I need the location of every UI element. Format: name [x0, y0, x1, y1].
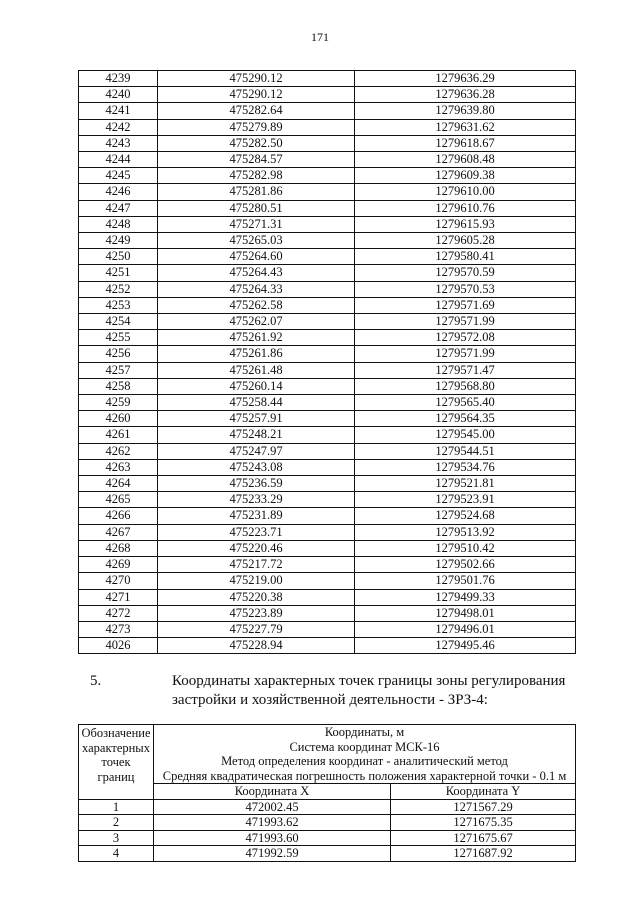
coordinate-y-cell: 1279523.91 — [355, 492, 576, 508]
table-row — [79, 508, 576, 524]
coordinate-x-cell: 475260.14 — [158, 378, 355, 394]
table-row — [79, 249, 576, 265]
coordinate-system: Система координат МСК-16 — [289, 739, 440, 754]
point-number-cell: 4268 — [79, 540, 158, 556]
table-row — [79, 297, 576, 313]
point-number-cell: 4244 — [79, 152, 158, 168]
coordinate-x-cell: 475290.12 — [158, 71, 355, 87]
coordinate-y-cell: 1271567.29 — [391, 799, 576, 815]
coordinate-y-cell: 1279499.33 — [355, 589, 576, 605]
coordinate-y-cell: 1279564.35 — [355, 411, 576, 427]
point-number-cell: 4254 — [79, 314, 158, 330]
coordinate-y-cell: 1279496.01 — [355, 621, 576, 637]
point-number-cell: 4258 — [79, 378, 158, 394]
point-number-cell: 4256 — [79, 346, 158, 362]
table-row — [79, 152, 576, 168]
point-number-cell: 4263 — [79, 459, 158, 475]
coordinate-y-cell: 1279544.51 — [355, 443, 576, 459]
coordinates-table — [78, 70, 576, 654]
coordinate-x-cell: 471992.59 — [154, 846, 391, 862]
coordinate-x-cell: 475227.79 — [158, 621, 355, 637]
coordinate-y-cell: 1279608.48 — [355, 152, 576, 168]
coordinate-y-cell: 1279580.41 — [355, 249, 576, 265]
point-number-cell: 4243 — [79, 135, 158, 151]
coords-header-label: Координаты, м — [324, 725, 405, 739]
point-number-cell: 2 — [79, 815, 154, 831]
table-row — [79, 233, 576, 249]
table-row — [79, 492, 576, 508]
table-row — [79, 87, 576, 103]
point-number-cell: 4269 — [79, 557, 158, 573]
coordinate-x-cell: 475243.08 — [158, 459, 355, 475]
coordinate-x-cell: 475279.89 — [158, 119, 355, 135]
coordinate-y-cell: 1279501.76 — [355, 573, 576, 589]
coordinate-y-cell: 1279570.59 — [355, 265, 576, 281]
point-number-cell: 4257 — [79, 362, 158, 378]
coordinate-x-cell: 475257.91 — [158, 411, 355, 427]
table-row — [79, 846, 576, 862]
point-number-cell: 4264 — [79, 476, 158, 492]
coordinate-y-cell: 1279609.38 — [355, 168, 576, 184]
point-number-cell: 4255 — [79, 330, 158, 346]
designation-header-line: точек — [101, 755, 131, 769]
coordinate-y-cell: 1279631.62 — [355, 119, 576, 135]
coordinate-y-cell: 1279571.99 — [355, 314, 576, 330]
point-number-cell: 3 — [79, 830, 154, 846]
coordinate-y-cell: 1279618.67 — [355, 135, 576, 151]
table-row — [79, 330, 576, 346]
designation-header-line: границ — [97, 769, 135, 784]
table-row — [79, 281, 576, 297]
coordinate-y-cell: 1279571.99 — [355, 346, 576, 362]
point-number-cell: 4245 — [79, 168, 158, 184]
designation-header — [79, 725, 154, 800]
coordinate-y-cell: 1279495.46 — [355, 638, 576, 654]
page-number: 171 — [311, 30, 329, 44]
coordinate-y-cell: 1279571.47 — [355, 362, 576, 378]
point-number-cell: 4260 — [79, 411, 158, 427]
coordinate-y-cell: 1279636.29 — [355, 71, 576, 87]
designation-header-line: Обозначение — [81, 726, 151, 740]
coordinate-x-cell: 472002.45 — [154, 799, 391, 815]
coordinate-x-cell: 475264.33 — [158, 281, 355, 297]
point-number-cell: 4250 — [79, 249, 158, 265]
point-number-cell: 4259 — [79, 395, 158, 411]
table-row — [79, 573, 576, 589]
point-number-cell: 4261 — [79, 427, 158, 443]
coordinate-x-cell: 475281.86 — [158, 184, 355, 200]
table-row — [79, 524, 576, 540]
point-number-cell: 4252 — [79, 281, 158, 297]
coordinate-y-cell: 1279570.53 — [355, 281, 576, 297]
point-number-cell: 4265 — [79, 492, 158, 508]
table-row — [79, 476, 576, 492]
point-number-cell: 4273 — [79, 621, 158, 637]
coordinate-y-cell: 1271675.67 — [391, 830, 576, 846]
coordinate-y-cell: 1279636.28 — [355, 87, 576, 103]
point-number-cell: 4239 — [79, 71, 158, 87]
point-number-cell: 4026 — [79, 638, 158, 654]
point-number-cell: 1 — [79, 799, 154, 815]
point-number-cell: 4248 — [79, 216, 158, 232]
point-number-cell: 4242 — [79, 119, 158, 135]
coordinate-y-cell: 1279610.76 — [355, 200, 576, 216]
table-row — [79, 265, 576, 281]
coordinate-y-cell: 1279568.80 — [355, 378, 576, 394]
point-number-cell: 4272 — [79, 605, 158, 621]
point-number-cell: 4267 — [79, 524, 158, 540]
coordinate-y-cell: 1279534.76 — [355, 459, 576, 475]
coordinate-x-cell: 475282.98 — [158, 168, 355, 184]
coordinate-y-cell: 1279502.66 — [355, 557, 576, 573]
table-row — [79, 135, 576, 151]
coordinate-y-cell: 1279498.01 — [355, 605, 576, 621]
table-row — [79, 184, 576, 200]
table-row — [79, 557, 576, 573]
coordinate-y-cell: 1279545.00 — [355, 427, 576, 443]
coordinate-x-cell: 475262.58 — [158, 297, 355, 313]
coordinate-x-cell: 475284.57 — [158, 152, 355, 168]
coordinate-y-cell: 1279513.92 — [355, 524, 576, 540]
point-number-cell: 4241 — [79, 103, 158, 119]
table-row — [79, 540, 576, 556]
point-number-cell: 4246 — [79, 184, 158, 200]
coordinate-x-cell: 475265.03 — [158, 233, 355, 249]
coordinate-x-cell: 475258.44 — [158, 395, 355, 411]
coordinate-x-cell: 475223.89 — [158, 605, 355, 621]
point-number-cell: 4253 — [79, 297, 158, 313]
coordinate-x-cell: 475261.86 — [158, 346, 355, 362]
table-row — [79, 411, 576, 427]
coordinate-x-cell: 475217.72 — [158, 557, 355, 573]
coordinate-y-cell: 1271675.35 — [391, 815, 576, 831]
table-row — [79, 589, 576, 605]
point-number-cell: 4251 — [79, 265, 158, 281]
table-row — [79, 459, 576, 475]
coordinate-y-cell: 1279521.81 — [355, 476, 576, 492]
coordinate-x-cell: 475280.51 — [158, 200, 355, 216]
coordinate-x-cell: 475261.92 — [158, 330, 355, 346]
designation-header-line: характерных — [82, 740, 150, 755]
table-row — [79, 815, 576, 831]
table-row — [79, 314, 576, 330]
coordinate-x-cell: 475264.43 — [158, 265, 355, 281]
coordinate-y-cell: 1279605.28 — [355, 233, 576, 249]
point-number-cell: 4240 — [79, 87, 158, 103]
point-number-cell: 4262 — [79, 443, 158, 459]
table-row — [79, 362, 576, 378]
coordinate-y-cell: 1271687.92 — [391, 846, 576, 862]
table-row — [79, 71, 576, 87]
coordinate-x-cell: 475262.07 — [158, 314, 355, 330]
section-title: Координаты характерных точек границы зоны регулирования застройки и хозяйственной деятельности - ЗРЗ-4: — [172, 673, 566, 708]
coordinate-x-cell: 475264.60 — [158, 249, 355, 265]
coordinate-x-cell: 475223.71 — [158, 524, 355, 540]
coordinate-x-cell: 475282.50 — [158, 135, 355, 151]
coordinates-header — [154, 725, 576, 784]
coordinate-y-cell: 1279572.08 — [355, 330, 576, 346]
coordinate-x-cell: 475220.38 — [158, 589, 355, 605]
table-row — [79, 621, 576, 637]
coordinate-y-cell: 1279615.93 — [355, 216, 576, 232]
coordinate-y-cell: 1279571.69 — [355, 297, 576, 313]
point-number-cell: 4249 — [79, 233, 158, 249]
table-row — [79, 605, 576, 621]
coordinate-x-cell: 475261.48 — [158, 362, 355, 378]
table-row — [79, 216, 576, 232]
coordinate-x-cell: 475282.64 — [158, 103, 355, 119]
table-row — [79, 168, 576, 184]
coordinate-y-cell: 1279610.00 — [355, 184, 576, 200]
coordinate-x-cell: 475236.59 — [158, 476, 355, 492]
coordinate-y-cell: 1279565.40 — [355, 395, 576, 411]
coordinate-x-cell: 475220.46 — [158, 540, 355, 556]
table-row — [79, 799, 576, 815]
table-row — [79, 119, 576, 135]
coordinate-x-cell: 475233.29 — [158, 492, 355, 508]
column-header-y: Координата Y — [391, 784, 576, 800]
coordinate-x-cell: 475219.00 — [158, 573, 355, 589]
coordinate-x-cell: 475271.31 — [158, 216, 355, 232]
table-row — [79, 830, 576, 846]
coordinate-x-cell: 471993.62 — [154, 815, 391, 831]
section-number: 5. — [90, 673, 102, 689]
point-number-cell: 4 — [79, 846, 154, 862]
table-row — [79, 200, 576, 216]
coordinate-x-cell: 475231.89 — [158, 508, 355, 524]
table-row — [79, 346, 576, 362]
coordinate-y-cell: 1279510.42 — [355, 540, 576, 556]
column-header-x: Координата X — [154, 784, 391, 800]
coordinate-y-cell: 1279639.80 — [355, 103, 576, 119]
determination-method: Метод определения координат - аналитический метод — [221, 754, 508, 768]
table-row — [79, 395, 576, 411]
table-row — [79, 638, 576, 654]
table-row — [79, 443, 576, 459]
point-number-cell: 4266 — [79, 508, 158, 524]
coordinate-x-cell: 471993.60 — [154, 830, 391, 846]
coordinate-x-cell: 475290.12 — [158, 87, 355, 103]
coordinate-x-cell: 475228.94 — [158, 638, 355, 654]
coordinate-y-cell: 1279524.68 — [355, 508, 576, 524]
coordinate-x-cell: 475247.97 — [158, 443, 355, 459]
table-row — [79, 427, 576, 443]
zone-coordinates-table — [78, 724, 576, 862]
table-row — [79, 103, 576, 119]
point-number-cell: 4271 — [79, 589, 158, 605]
accuracy-note: Средняя квадратическая погрешность положения характерной точки - 0.1 м — [162, 768, 567, 783]
table-row — [79, 378, 576, 394]
coordinate-x-cell: 475248.21 — [158, 427, 355, 443]
point-number-cell: 4270 — [79, 573, 158, 589]
point-number-cell: 4247 — [79, 200, 158, 216]
